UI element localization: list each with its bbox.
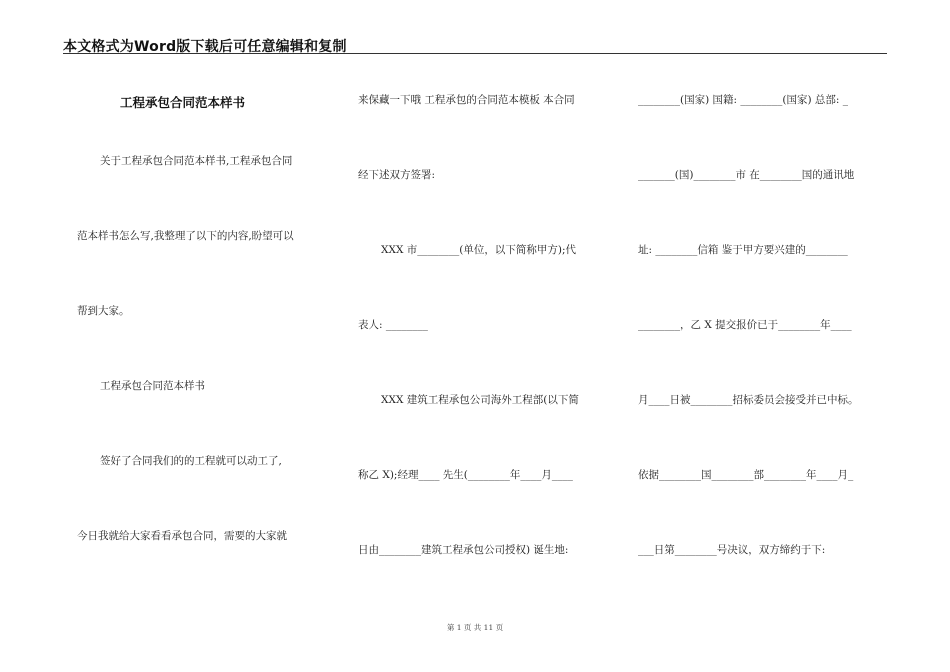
paragraph-line: ________，乙 X 提交报价已于________年____ xyxy=(638,319,852,331)
paragraph-line: 日由________建筑工程承包公司授权) 诞生地: xyxy=(358,544,569,556)
paragraph-line: 关于工程承包合同范本样书,工程承包合同 xyxy=(100,155,293,167)
paragraph-line: 址: ________信箱 鉴于甲方要兴建的________ xyxy=(638,244,848,256)
header-divider xyxy=(63,53,887,54)
paragraph-line: 签好了合同我们的的工程就可以动工了, xyxy=(100,455,282,467)
paragraph-line: 表人: ________ xyxy=(358,319,428,331)
paragraph-line: 依据________国________部________年____月_ xyxy=(638,469,854,481)
paragraph-line: 帮到大家。 xyxy=(77,305,130,317)
paragraph-line: 月____日被________招标委员会接受并已中标。 xyxy=(638,394,859,406)
paragraph-line: _______(国)________市 在________国的通讯地 xyxy=(638,169,855,181)
paragraph-line: ___日第________号决议，双方缔约于下: xyxy=(638,544,826,556)
paragraph-line: 称乙 X);经理____ 先生(________年____月____ xyxy=(358,469,573,481)
paragraph-line: 来保藏一下哦 工程承包的合同范本模板 本合同 xyxy=(358,94,575,106)
paragraph-line: 范本样书怎么写,我整理了以下的内容,盼望可以 xyxy=(77,230,294,242)
paragraph-line: ________(国家) 国籍: ________(国家) 总部: _ xyxy=(638,94,849,106)
section-heading: 工程承包合同范本样书 xyxy=(100,380,205,392)
document-title: 工程承包合同范本样书 xyxy=(120,95,246,110)
paragraph-line: XXX 市________(单位，以下简称甲方);代 xyxy=(381,244,576,256)
paragraph-line: XXX 建筑工程承包公司海外工程部(以下简 xyxy=(381,394,579,406)
paragraph-line: 今日我就给大家看看承包合同，需要的大家就 xyxy=(77,530,287,542)
page-header: 本文格式为Word版下载后可任意编辑和复制 xyxy=(63,39,347,55)
paragraph-line: 经下述双方签署: xyxy=(358,169,436,181)
page-number-footer: 第 1 页 共 11 页 xyxy=(446,623,504,632)
